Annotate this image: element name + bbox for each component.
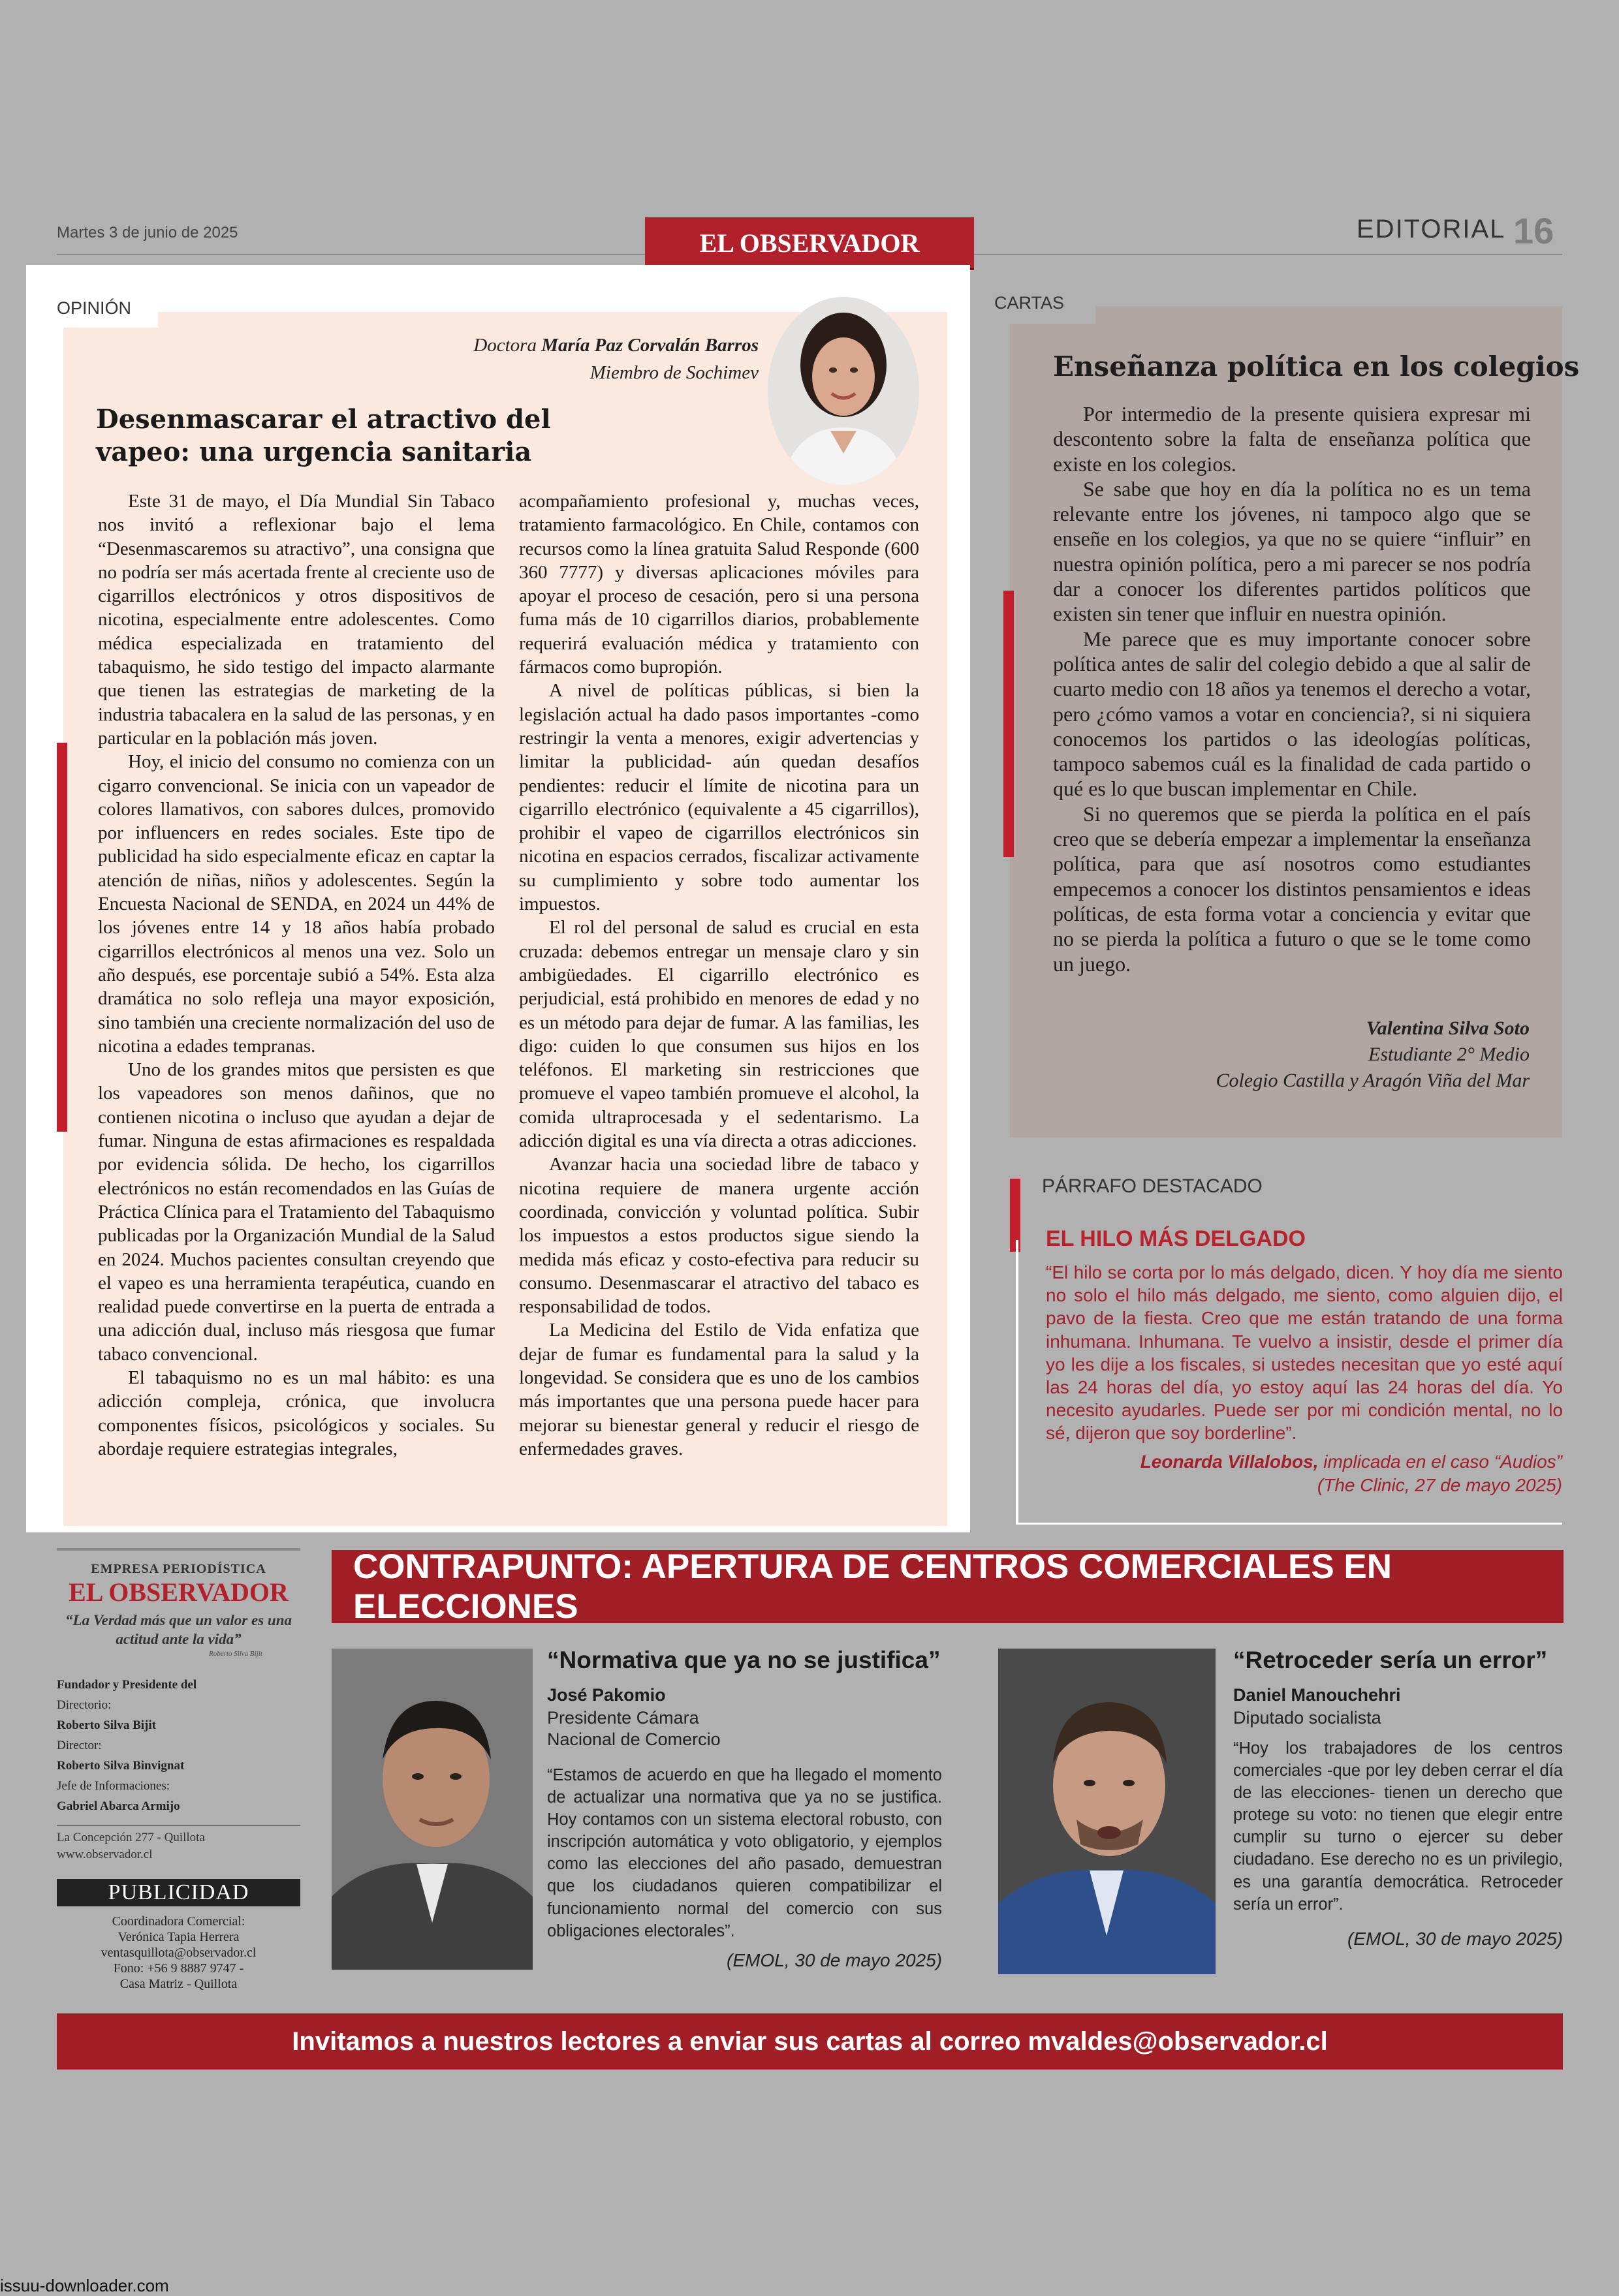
opinion-title: Desenmascarar el atractivo del vapeo: una urgencia sanitaria (96, 404, 551, 467)
masthead: EL OBSERVADOR (645, 217, 974, 268)
cartas-signer-school: Colegio Castilla y Aragón Viña del Mar (1216, 1070, 1530, 1091)
left-role-line: Presidente Cámara (547, 1708, 699, 1728)
colophon-signature: Roberto Silva Bijit (209, 1650, 262, 1658)
opinion-accent-bar (57, 743, 67, 1132)
contrapunto-banner: CONTRAPUNTO: APERTURA DE CENTROS COMERCIALES EN ELECCIONES (332, 1550, 1564, 1623)
director-name: Roberto Silva Binvignat (57, 1759, 185, 1773)
coord-label: Coordinadora Comercial: (112, 1914, 245, 1929)
opinion-author (473, 332, 759, 386)
destacado-quote: “El hilo se corta por lo más delgado, dicen. Y hoy día me siento no solo el hilo más delgado, me siento, como alguien dijo, el pavo de la fiesta. Creo que me están tratando de una forma inhumana. Inhumana. Te vuelvo a insistir, desde el primer día yo les dije a los fiscales, si ustedes necesitan que yo esté aquí las 24 horas del día, yo estoy aquí las 24 horas del día. Yo necesito ayudarles. Puede ser por mi condición mental, no lo sé, dijeron que soy borderline”. (1046, 1262, 1563, 1444)
author-portrait (768, 297, 919, 485)
contrapunto-right-role: Diputado socialista (1233, 1708, 1381, 1728)
colophon-separator (57, 1825, 300, 1826)
destacado-cite-rest: implicada en el caso “Audios” (1318, 1451, 1562, 1472)
opinion-label: OPINIÓN (57, 298, 132, 318)
pakomio-photo (332, 1649, 533, 1970)
contrapunto-left-headline: “Normativa que ya no se justifica” (547, 1647, 941, 1673)
cartas-label: CARTAS (994, 293, 1065, 313)
section-title: EDITORIAL (1357, 215, 1506, 243)
page-number: 16 (1513, 210, 1554, 251)
opinion-column-2 (519, 489, 919, 1461)
cartas-accent-bar (1003, 591, 1014, 857)
contact-email[interactable]: ventasquillota@observador.cl (101, 1946, 257, 1960)
publicidad-contact (57, 1914, 300, 1992)
colophon-company: EMPRESA PERIODÍSTICA (91, 1562, 266, 1576)
author-name: María Paz Corvalán Barros (541, 335, 759, 356)
contrapunto-right-headline: “Retroceder sería un error” (1233, 1647, 1548, 1673)
contrapunto-right-text: “Hoy los trabajadores de los centros comerciales -que por ley deben cerrar el día de las elecciones- tienen un derecho que protege su voto: no tienen que elegir entre cumplir su turno o ejercer su deber ciudadano. Ese derecho no es un privilegio, es una garantía democrática. Retroceder sería un error”. (1233, 1739, 1563, 1914)
contrapunto-left-name: José Pakomio (547, 1685, 666, 1705)
destacado-cite-source: (The Clinic, 27 de mayo 2025) (1317, 1475, 1562, 1495)
watermark: issuu-downloader.com (0, 2276, 169, 2295)
casa-matriz: Casa Matriz - Quillota (119, 1977, 238, 1991)
colophon-address (57, 1829, 205, 1863)
opinion-paragraph: acompañamiento profesional y, muchas veces, tratamiento farmacológico. En Chile, contamos con recursos como la línea gratuita Salud Responde (600 360 7777) y diversas aplicaciones móviles para apoyar el proceso de cesación, pero si una persona fuma más de 10 cigarrillos diarios, probablemente requerirá evaluación médica y tratamiento con fármacos como bupropión. (519, 491, 919, 678)
destacado-border-bottom (1016, 1523, 1562, 1525)
colophon-logo: EL OBSERVADOR (69, 1577, 289, 1607)
address-line: La Concepción 277 - Quillota (57, 1831, 205, 1844)
letters-invitation-banner: Invitamos a nuestros lectores a enviar sus cartas al correo mvaldes@observador.cl (57, 2013, 1563, 2070)
colophon-rule (57, 1548, 300, 1551)
publicidad-header: PUBLICIDAD (57, 1879, 300, 1906)
cartas-title: Enseñanza política en los colegios (1053, 350, 1580, 382)
cartas-paragraph: Me parece que es muy importante conocer sobre política antes de salir del colegio debido a que al salir de cuarto medio con 18 años ya tenemos el derecho a votar, pero ¿cómo vamos a votar en conciencia?, si ni siquiera conocemos los partidos o las ideologías políticas, tampoco sabemos cuál es la finalidad de cada partido o qué es lo que buscan implementar en Chile. (1053, 627, 1531, 801)
destacado-cite-name: Leonarda Villalobos, (1140, 1451, 1319, 1472)
contrapunto-left-role (547, 1707, 721, 1750)
opinion-paragraph: Este 31 de mayo, el Día Mundial Sin Tabaco nos invitó a reflexionar bajo el lema “Desenmascaremos su atractivo”, una consigna que no podría ser más acertada frente al creciente uso de cigarrillos electrónicos y otros dispositivos de nicotina, especialmente entre adolescentes. Como médica especializada en tratamiento del tabaquismo, he sido testigo del impacto alarmante que tienen las estrategias de marketing de la industria tabacalera en la salud de las personas, y en particular en la población más joven. (98, 491, 495, 749)
destacado-accent-bar (1010, 1179, 1020, 1252)
author-prefix: Doctora (473, 335, 542, 356)
opinion-column-1 (98, 489, 495, 1461)
colophon-motto: “La Verdad más que un valor es una actitud ante la vida” (65, 1612, 292, 1647)
directorio-name: Roberto Silva Bijit (57, 1718, 156, 1732)
contact-phone: Fono: +56 9 8887 9747 - (113, 1961, 244, 1976)
cartas-signature (1216, 1016, 1530, 1094)
directorio-label: Directorio: (57, 1698, 112, 1712)
website-link[interactable]: www.observador.cl (57, 1848, 153, 1861)
cartas-signer: Valentina Silva Soto (1366, 1017, 1530, 1039)
contrapunto-right-source: (EMOL, 30 de mayo 2025) (1347, 1929, 1563, 1949)
colophon-staff (57, 1675, 300, 1816)
issue-date: Martes 3 de junio de 2025 (57, 224, 238, 241)
contrapunto-left-text: “Estamos de acuerdo en que ha llegado el momento de actualizar una normativa que ya no se justifica. Hoy contamos con un sistema electoral robusto, con inscripción automática y voto obligatorio, y ejemplos como las elecciones del año pasado, demuestran que los ciudadanos quieren compatibilizar el funcionamiento normal del comercio con sus obligaciones electorales”. (547, 1766, 942, 1940)
destacado-border-left (1016, 1240, 1018, 1524)
opinion-paragraph: Avanzar hacia una sociedad libre de tabaco y nicotina requiere de manera urgente acción coordinada, convicción y voluntad política. Subir los impuestos a estos productos sigue siendo la medida más eficaz y costo-efectiva para reducir su consumo. Desenmascarar el atractivo del tabaco es responsabilidad de todos. (519, 1154, 919, 1318)
founder-label: Fundador y Presidente del (57, 1678, 197, 1692)
destacado-label: PÁRRAFO DESTACADO (1042, 1175, 1263, 1197)
cartas-paragraph: Por intermedio de la presente quisiera expresar mi descontento sobre la falta de enseñanza política que existe en los colegios. (1053, 402, 1531, 476)
cartas-paragraph: Se sabe que hoy en día la política no es un tema relevante entre los jóvenes, ni tampoco algo que se enseñe en los colegios, ya que no se quiere “influir” en nuestra opinión política, pero a mi parecer se nos podría dar a conocer los diferentes partidos políticos que existen sin tener que influir en nuestra opinión. (1053, 476, 1531, 626)
opinion-paragraph: Uno de los grandes mitos que persisten es que los vapeadores son menos dañinos, que no contienen nicotina o incluso que ayudan a dejar de fumar. Ninguna de estas afirmaciones es respaldada por evidencia sólida. De hecho, los cigarrillos electrónicos no están recomendados en las Guías de Práctica Clínica para el Tratamiento del Tabaquismo publicadas por la Organización Mundial de la Salud en 2024. Muchos pacientes consultan creyendo que el vapeo es una herramienta terapéutica, cuando en realidad puede convertirse en la puerta de entrada a una adicción dual, incluso más riesgosa que fumar tabaco convencional. (98, 1059, 495, 1365)
cartas-signer-role: Estudiante 2° Medio (1368, 1044, 1530, 1065)
destacado-citation (1140, 1450, 1562, 1497)
coord-name: Verónica Tapia Herrera (118, 1930, 240, 1944)
left-role-line: Nacional de Comercio (547, 1730, 721, 1749)
opinion-paragraph: La Medicina del Estilo de Vida enfatiza que dejar de fumar es fundamental para la salud y la longevidad. Se considera que es uno de los cambios más importantes que una persona puede hacer para mejorar su bienestar general y reducir el riesgo de enfermedades graves. (519, 1320, 919, 1459)
jefe-label: Jefe de Informaciones: (57, 1779, 170, 1793)
contrapunto-left-source: (EMOL, 30 de mayo 2025) (727, 1950, 942, 1970)
opinion-paragraph: El rol del personal de salud es crucial en esta cruzada: debemos entregar un mensaje claro y sin ambigüedades. El cigarrillo electrónico es perjudicial, está prohibido en menores de edad y no es un método para dejar de fumar. A las familias, les digo: cuiden lo que consumen sus hijos en los teléfonos. El marketing sin restricciones que promueve el vapeo también promueve el alcohol, la comida ultraprocesada y el sedentarismo. La adicción digital es una vía directa a otras adicciones. (519, 917, 919, 1152)
cartas-paragraph: Si no queremos que se pierda la política en el país creo que se debería empezar a implementar la enseñanza política, para que así nosotros como estudiantes empecemos a conocer los distintos pensamientos e ideas políticas, de esta forma votar a conciencia y evitar que no se pierda la política a futuro o que se le tome como un juego. (1053, 801, 1531, 976)
jefe-name: Gabriel Abarca Armijo (57, 1799, 180, 1813)
cartas-body (1053, 401, 1531, 976)
contrapunto-right-name: Daniel Manouchehri (1233, 1685, 1401, 1705)
author-role: Miembro de Sochimev (589, 362, 759, 383)
opinion-paragraph: A nivel de políticas públicas, si bien la legislación actual ha dado pasos importantes -como restringir la venta a menores, exigir advertencias y limitar la publicidad- aún quedan desafíos pendientes: reducir el límite de nicotina para un cigarrillo electrónico (equivalente a 45 cigarrillos), prohibir el vapeo de cigarrillos electrónicos sin nicotina en espacios cerrados, fiscalizar activamente su cumplimiento y sobre todo aumentar los impuestos. (519, 680, 919, 915)
director-label: Director: (57, 1739, 102, 1752)
opinion-paragraph: El tabaquismo no es un mal hábito: es una adicción compleja, crónica, que involucra componentes físicos, psicológicos y sociales. Su abordaje requiere estrategias integrales, (98, 1367, 495, 1459)
opinion-paragraph: Hoy, el inicio del consumo no comienza con un cigarro convencional. Se inicia con un vapeador de colores llamativos, con sabores dulces, promovido por influencers en redes sociales. Este tipo de publicidad ha sido especialmente eficaz en captar la atención de niñas, niños y adolescentes. Según la Encuesta Nacional de SENDA, en 2024 un 44% de los jóvenes entre 14 y 18 años había probado cigarrillos electrónicos al menos una vez. Solo un año después, ese porcentaje subió a 54%. Esta alza dramática no solo refleja una mayor exposición, sino también una creciente normalización del uso de nicotina a edades tempranas. (98, 751, 495, 1057)
destacado-title: EL HILO MÁS DELGADO (1046, 1226, 1306, 1251)
manouchehri-photo (998, 1649, 1216, 1974)
